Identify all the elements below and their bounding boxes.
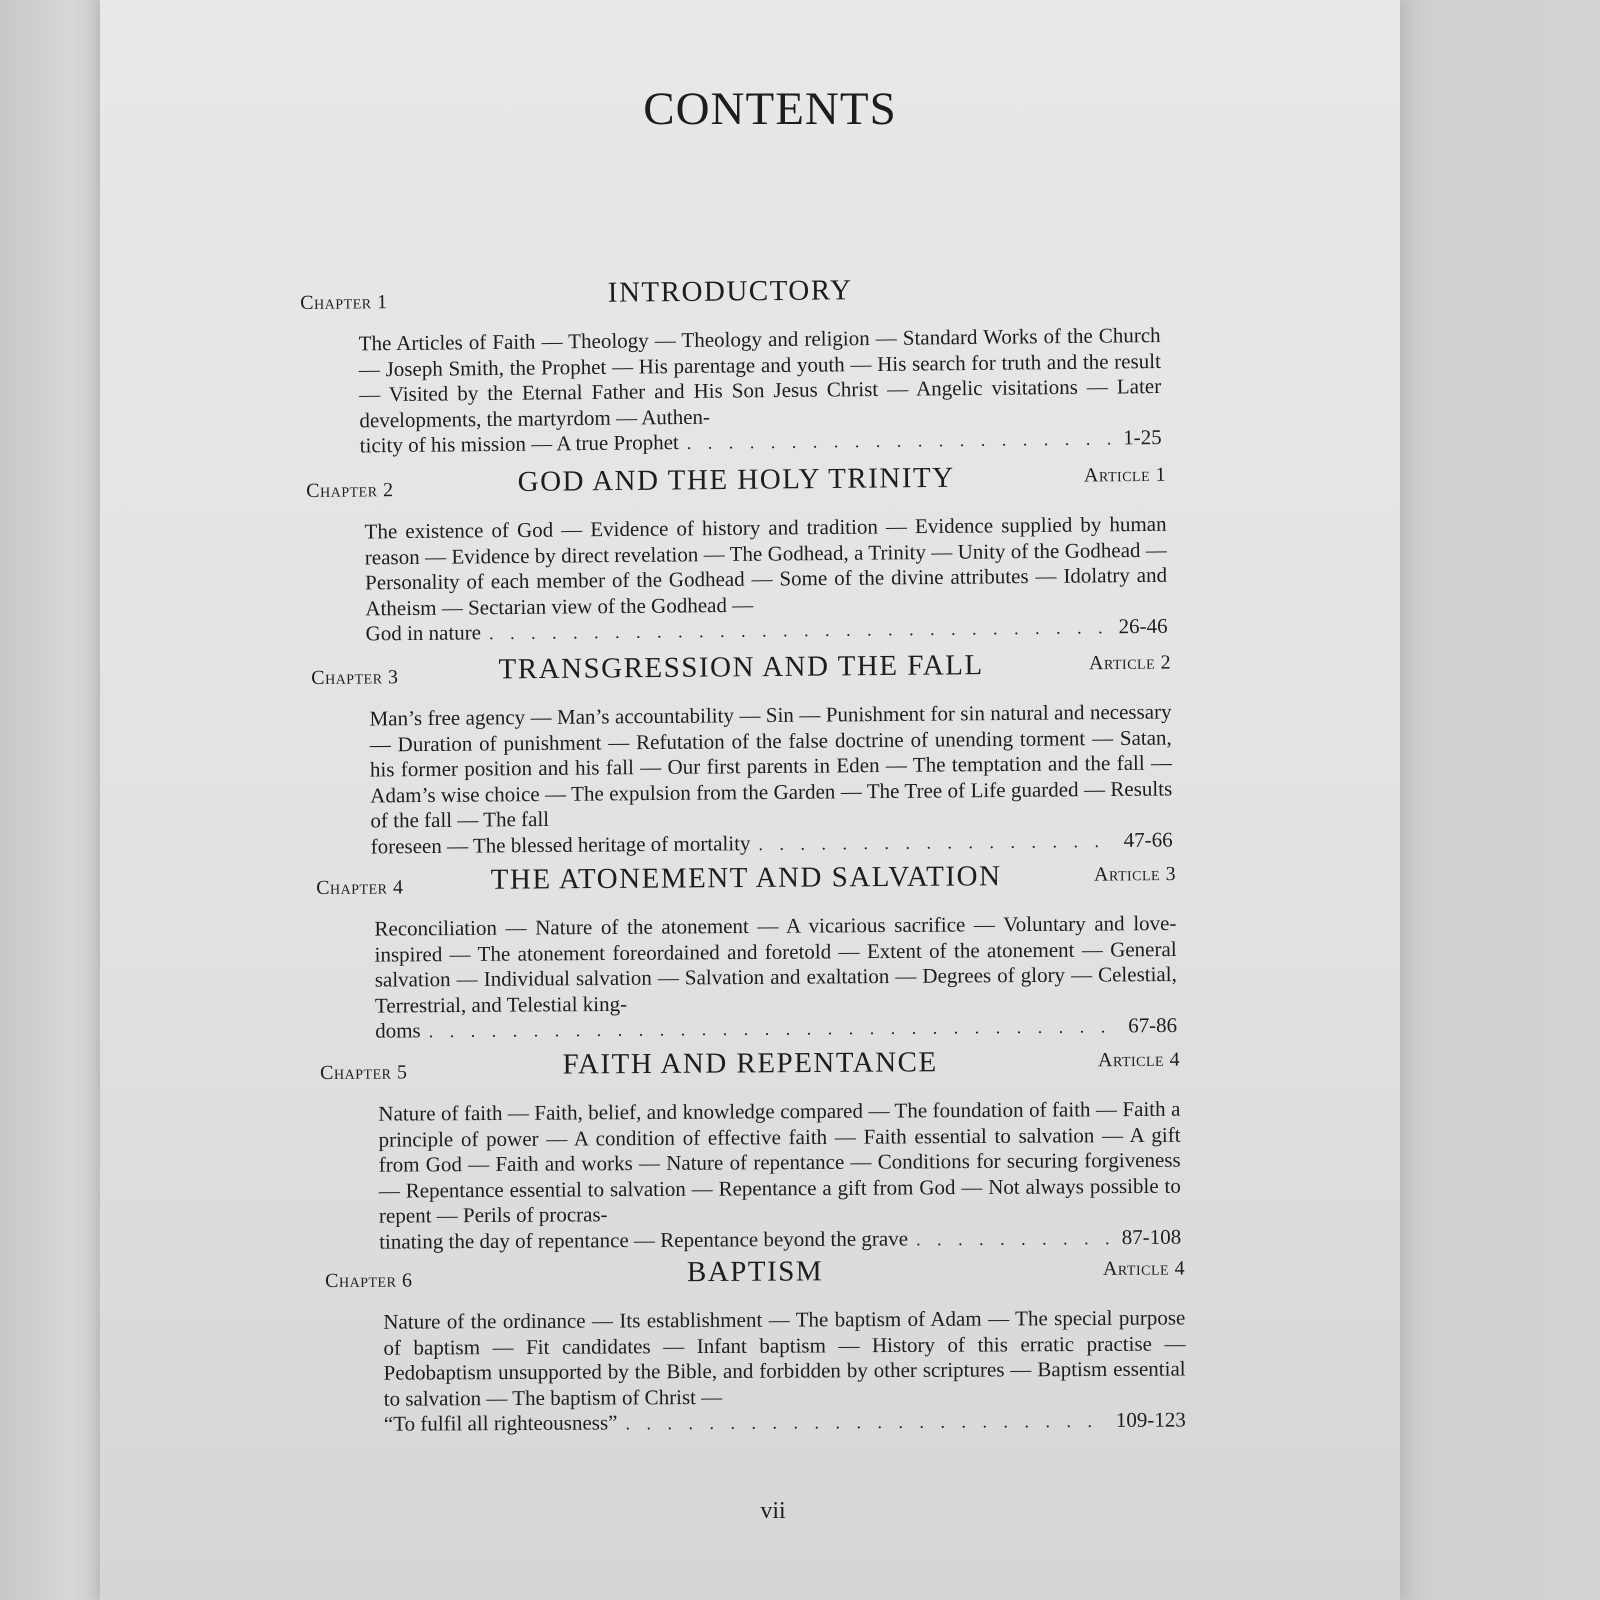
chapter-1 bbox=[300, 271, 1162, 460]
summary-last-line bbox=[371, 827, 1173, 860]
left-page-edge bbox=[0, 0, 100, 1600]
summary-last-text: God in nature bbox=[365, 620, 482, 646]
summary-last-text: doms bbox=[375, 1018, 421, 1043]
page-title: CONTENTS bbox=[643, 83, 897, 135]
chapter-heading bbox=[300, 271, 1160, 324]
page-range: 67-86 bbox=[1128, 1012, 1178, 1038]
chapter-title: THE ATONEMENT AND SALVATION bbox=[490, 860, 1002, 896]
chapter-summary bbox=[383, 1305, 1186, 1438]
chapter-title: FAITH AND REPENTANCE bbox=[562, 1046, 938, 1081]
chapter-number: Chapter 4 bbox=[316, 876, 404, 899]
chapter-title: INTRODUCTORY bbox=[607, 274, 853, 309]
chapter-summary bbox=[364, 512, 1167, 648]
chapter-title: GOD AND THE HOLY TRINITY bbox=[517, 461, 955, 498]
summary-last-line bbox=[379, 1224, 1181, 1255]
dot-leader bbox=[758, 828, 1115, 857]
chapter-heading bbox=[316, 859, 1176, 909]
chapter-title: TRANSGRESSION AND THE FALL bbox=[498, 649, 984, 686]
summary-text: Reconciliation — Nature of the atonement — A vicarious sacrifice — Voluntary and love-inspired — The atonement foreordained and foretold — Extent of the atonement — General salvation — Individual salvation — Salvation and exaltation — Degrees of glory — Celestial, Terrestrial, and Telestial king- bbox=[374, 910, 1177, 1018]
chapter-title: BAPTISM bbox=[686, 1255, 824, 1289]
chapter-heading bbox=[311, 647, 1171, 699]
dot-leader bbox=[489, 615, 1111, 646]
chapter-heading bbox=[306, 460, 1166, 512]
chapter-number: Chapter 1 bbox=[300, 291, 388, 314]
summary-text: The existence of God — Evidence of history and tradition — Evidence supplied by human reason — Evidence by direct revelation — The Godhead, a Trinity — Unity of the Godhead — Personality of each member of the Godhead — Some of the divine attributes — Idolatry and Atheism — Sectarian view of the Godhead — bbox=[364, 511, 1168, 620]
page-range: 87-108 bbox=[1121, 1224, 1182, 1249]
page-range: 1-25 bbox=[1123, 424, 1162, 450]
page-number: vii bbox=[760, 1498, 786, 1524]
chapter-heading bbox=[325, 1253, 1185, 1302]
article-reference: Article 2 bbox=[1088, 651, 1172, 675]
chapter-2 bbox=[306, 460, 1168, 649]
chapter-number: Chapter 2 bbox=[306, 479, 394, 502]
chapter-summary bbox=[374, 911, 1177, 1045]
summary-last-text: foreseen — The blessed heritage of mortality bbox=[370, 830, 751, 858]
page-range: 109-123 bbox=[1115, 1407, 1186, 1432]
summary-last-text: “To fulfil all righteousness” bbox=[383, 1410, 618, 1436]
summary-text: The Articles of Faith — Theology — Theology and religion — Standard Works of the Church — Joseph Smith, the Prophet — His parentage and youth — His search for truth and the result — Visited by the Eternal Father and His Son Jesus Christ — Angelic visitations — Later developments, the martyrdom — Authen- bbox=[358, 322, 1162, 432]
chapter-5 bbox=[320, 1045, 1181, 1256]
chapter-number: Chapter 5 bbox=[320, 1061, 408, 1084]
chapter-4 bbox=[316, 859, 1177, 1045]
page-range: 47-66 bbox=[1123, 826, 1173, 852]
dot-leader bbox=[429, 1014, 1121, 1044]
summary-text: Nature of faith — Faith, belief, and knowledge compared — The foundation of faith — Faith a principle of power — A condition of effective faith — Faith essential to salvation — A gift from God — Faith and works — Nature of repentance — Conditions for securing forgiveness — Repentance essential to salvation — Repentance a gift from God — Not always possible to repent — Perils of procras- bbox=[378, 1096, 1181, 1228]
summary-last-text: ticity of his mission — A true Prophet bbox=[359, 430, 679, 458]
summary-text: Man’s free agency — Man’s accountability — Sin — Punishment for sin natural and necessary — Duration of punishment — Refutation of the false doctrine of unending torment — Satan, his former position and his fall — Our first parents in Eden — The temptation and the fall — Adam’s wise choice — The expulsion from the Garden — The Tree of Life guarded — Results of the fall — The fall bbox=[369, 699, 1173, 833]
chapter-summary bbox=[369, 699, 1172, 860]
right-page-edge bbox=[1390, 0, 1600, 1600]
chapter-3 bbox=[311, 647, 1173, 860]
article-reference: Article 1 bbox=[1083, 463, 1167, 487]
summary-text: Nature of the ordinance — Its establishment — The baptism of Adam — The special purpose of baptism — Fit candidates — Infant baptism — History of this erratic practise — Pedobaptism unsupported by the Bible, and forbidden by other scriptures — Baptism essential to salvation — The baptism of Christ — bbox=[383, 1305, 1186, 1411]
page-range: 26-46 bbox=[1118, 613, 1168, 639]
chapter-summary bbox=[378, 1097, 1181, 1256]
chapter-heading bbox=[320, 1045, 1180, 1094]
chapter-summary bbox=[359, 323, 1162, 460]
chapter-number: Chapter 3 bbox=[311, 666, 399, 689]
article-reference: Article 4 bbox=[1097, 1048, 1181, 1072]
chapter-6 bbox=[325, 1253, 1186, 1438]
summary-last-text: tinating the day of repentance — Repentance beyond the grave bbox=[379, 1225, 909, 1254]
dot-leader bbox=[687, 426, 1116, 456]
summary-last-line bbox=[375, 1013, 1177, 1045]
summary-last-line bbox=[384, 1407, 1186, 1438]
article-reference: Article 4 bbox=[1102, 1257, 1186, 1280]
chapter-number: Chapter 6 bbox=[325, 1269, 413, 1292]
contents-page bbox=[100, 0, 1400, 1600]
article-reference: Article 3 bbox=[1093, 862, 1177, 886]
dot-leader bbox=[916, 1226, 1114, 1253]
dot-leader bbox=[625, 1409, 1108, 1437]
